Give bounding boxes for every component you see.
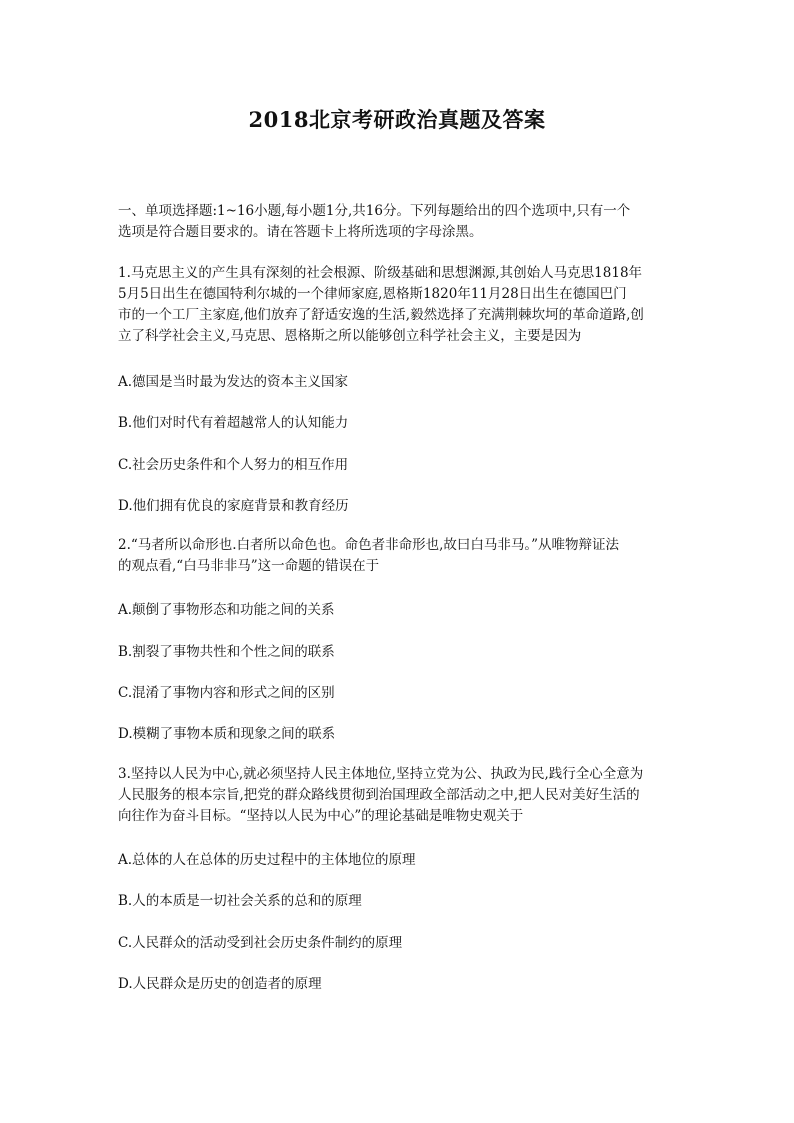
question-line: 市的一个工厂主家庭,他们放弃了舒适安逸的生活,毅然选择了充满荆棘坎坷的革命道路,创	[118, 307, 644, 323]
question-line: 1.马克思主义的产生具有深刻的社会根源、阶级基础和思想渊源,其创始人马克思1818年	[118, 265, 643, 281]
question-2-option-a: A.颠倒了事物形态和功能之间的关系	[118, 602, 335, 618]
question-2-stem	[118, 535, 684, 577]
instruction-line: 一、单项选择题:1~16小题,每小题1分,共16分。下列每题给出的四个选项中,只有一个	[118, 203, 631, 219]
question-line: 2.“马者所以命形也.白者所以命色也。命色者非命形也,故曰白马非马。”从唯物辩证法	[118, 537, 620, 553]
question-3-option-b: B.人的本质是一切社会关系的总和的原理	[118, 893, 362, 909]
section-instructions	[118, 201, 684, 243]
question-3-stem	[118, 764, 684, 827]
instruction-line: 选项是符合题目要求的。请在答题卡上将所选项的字母涂黑。	[118, 224, 483, 240]
question-1-option-b: B.他们对时代有着超越常人的认知能力	[118, 415, 349, 431]
question-1-stem	[118, 263, 684, 347]
question-line: 向往作为奋斗目标。“坚持以人民为中心”的理论基础是唯物史观关于	[118, 808, 524, 824]
question-2-option-d: D.模糊了事物本质和现象之间的联系	[118, 726, 336, 742]
question-line: 立了科学社会主义,马克思、恩格斯之所以能够创立科学社会主义，主要是因为	[118, 328, 582, 344]
question-3-option-a: A.总体的人在总体的历史过程中的主体地位的原理	[118, 852, 416, 868]
question-2-option-c: C.混淆了事物内容和形式之间的区别	[118, 685, 335, 701]
question-1-option-d: D.他们拥有优良的家庭背景和教育经历	[118, 498, 349, 514]
question-2-option-b: B.割裂了事物共性和个性之间的联系	[118, 644, 335, 660]
question-3-option-d: D.人民群众是历史的创造者的原理	[118, 976, 322, 992]
question-1-option-a: A.德国是当时最为发达的资本主义国家	[118, 374, 349, 390]
question-line: 的观点看,“白马非非马”这一命题的错误在于	[118, 558, 380, 574]
question-line: 人民服务的根本宗旨,把党的群众路线贯彻到治国理政全部活动之中,把人民对美好生活的	[118, 787, 640, 803]
document-title: 2018北京考研政治真题及答案	[248, 107, 546, 132]
question-3-option-c: C.人民群众的活动受到社会历史条件制约的原理	[118, 935, 403, 951]
question-line: 5月5日出生在德国特利尔城的一个律师家庭,恩格斯1820年11月28日出生在德国巴门	[118, 286, 627, 302]
question-1-option-c: C.社会历史条件和个人努力的相互作用	[118, 457, 349, 473]
question-line: 3.坚持以人民为中心,就必须坚持人民主体地位,坚持立党为公、执政为民,践行全心全意为	[118, 766, 644, 782]
